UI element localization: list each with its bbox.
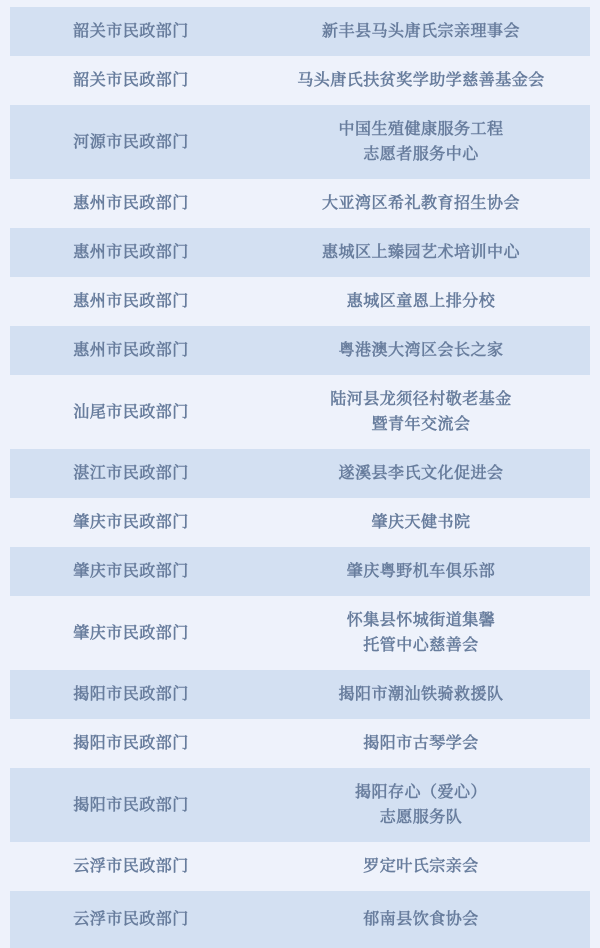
organization-cell	[252, 670, 590, 719]
organization-line: 陆河县龙须径村敬老基金	[330, 391, 512, 408]
organization-line: 揭阳存心（爱心）	[354, 784, 487, 801]
table-row	[10, 7, 590, 56]
organization-cell	[252, 891, 590, 948]
organization-line: 粤港澳大湾区会长之家	[338, 342, 504, 359]
table-row	[10, 547, 590, 596]
department-cell: 汕尾市民政部门	[73, 403, 189, 421]
organization-line: 揭阳市古琴学会	[363, 735, 479, 752]
organization-line: 惠城区上臻园艺术培训中心	[321, 244, 520, 261]
table-row	[10, 670, 590, 719]
organization-line: 郁南县饮食协会	[363, 911, 479, 928]
department-cell: 揭阳市民政部门	[73, 796, 189, 814]
table-row	[10, 891, 590, 948]
organization-cell	[252, 449, 590, 498]
department-cell: 惠州市民政部门	[73, 342, 189, 359]
organization-line: 惠城区童恩上排分校	[346, 293, 496, 310]
department-cell: 韶关市民政部门	[73, 72, 189, 89]
department-cell: 揭阳市民政部门	[73, 735, 189, 752]
table-row	[10, 56, 590, 105]
organization-cell	[252, 768, 590, 842]
organization-line: 志愿服务队	[379, 809, 463, 826]
table-row	[10, 326, 590, 375]
department-cell: 肇庆市民政部门	[73, 514, 189, 531]
organization-cell	[252, 228, 590, 277]
table-row	[10, 105, 590, 179]
organization-cell	[252, 56, 590, 105]
organization-cell	[252, 547, 590, 596]
organization-line: 托管中心慈善会	[363, 637, 479, 654]
organization-line: 肇庆天健书院	[371, 514, 471, 531]
organization-cell	[252, 105, 590, 179]
organization-line: 罗定叶氏宗亲会	[363, 858, 479, 875]
organization-line: 大亚湾区希礼教育招生协会	[321, 195, 520, 212]
organization-line: 揭阳市潮汕铁骑救援队	[338, 686, 504, 703]
organization-cell	[252, 179, 590, 228]
department-cell: 河源市民政部门	[73, 133, 189, 151]
department-cell: 惠州市民政部门	[73, 293, 189, 310]
table-row	[10, 179, 590, 228]
table-row	[10, 228, 590, 277]
organization-line: 暨青年交流会	[371, 416, 471, 433]
table-row	[10, 277, 590, 326]
table-row	[10, 375, 590, 449]
organization-line: 中国生殖健康服务工程	[338, 121, 504, 138]
department-cell: 云浮市民政部门	[73, 858, 189, 875]
table-row	[10, 842, 590, 891]
department-cell: 肇庆市民政部门	[73, 563, 189, 580]
department-cell: 惠州市民政部门	[73, 195, 189, 212]
organization-cell	[252, 326, 590, 375]
table-row	[10, 498, 590, 547]
organization-line: 肇庆粤野机车俱乐部	[346, 563, 496, 580]
organization-cell	[252, 596, 590, 670]
organization-line: 遂溪县李氏文化促进会	[338, 465, 504, 482]
organization-line: 新丰县马头唐氏宗亲理事会	[321, 23, 520, 40]
organization-line: 怀集县怀城街道集馨	[346, 612, 496, 629]
department-cell: 云浮市民政部门	[73, 911, 189, 928]
table-row	[10, 719, 590, 768]
department-cell: 韶关市民政部门	[73, 23, 189, 40]
department-cell: 揭阳市民政部门	[73, 686, 189, 703]
organizations-table	[10, 7, 590, 948]
organization-line: 志愿者服务中心	[363, 146, 479, 163]
organization-cell	[252, 277, 590, 326]
organization-cell	[252, 375, 590, 449]
organization-line: 马头唐氏扶贫奖学助学慈善基金会	[297, 72, 545, 89]
organization-cell	[252, 719, 590, 768]
organization-cell	[252, 7, 590, 56]
table-row	[10, 596, 590, 670]
department-cell: 肇庆市民政部门	[73, 624, 189, 642]
organization-cell	[252, 498, 590, 547]
table-row	[10, 449, 590, 498]
table-row	[10, 768, 590, 842]
organization-cell	[252, 842, 590, 891]
department-cell: 湛江市民政部门	[73, 465, 189, 482]
department-cell: 惠州市民政部门	[73, 244, 189, 261]
